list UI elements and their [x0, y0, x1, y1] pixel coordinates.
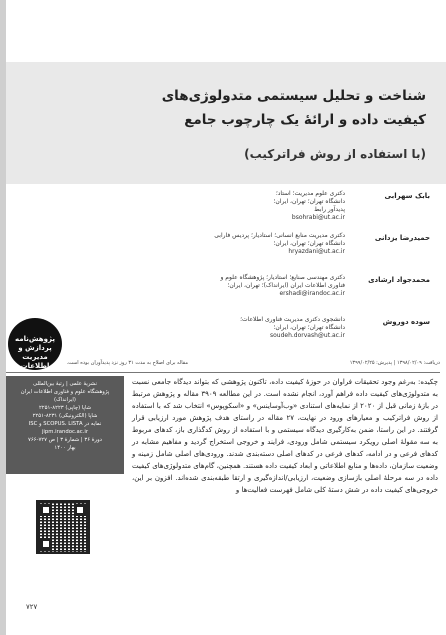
- author-email[interactable]: hryazdani@ut.ac.ir: [288, 248, 345, 255]
- author-entry: [10, 274, 430, 312]
- page-number: ۷۲۷: [26, 603, 38, 611]
- author-affiliation: [85, 316, 345, 340]
- affiliation-line: دانشگاه تهران؛ تهران، ایران؛: [273, 198, 345, 205]
- qr-corner: [40, 538, 52, 550]
- info-line: شاپا (الکترونیکی) ۸۲۳۱-۲۲۵۱: [32, 413, 98, 419]
- affiliation-line: پدیدآور رابط: [314, 206, 345, 213]
- author-name: سوده دوروش: [382, 318, 430, 326]
- info-line: شاپا (چاپی) ۸۲۲۳-۲۲۵۱: [38, 405, 92, 411]
- author-name: حمیدرضا یزدانی: [374, 234, 430, 242]
- author-email[interactable]: ershadi@irandoc.ac.ir: [279, 290, 345, 297]
- qr-corner: [40, 504, 52, 516]
- affiliation-line: دکتری مهندسی صنایع؛ استادیار؛ پژوهشگاه علوم و: [220, 274, 345, 281]
- author-affiliation: [85, 274, 345, 298]
- affiliation-line: دکتری مدیریت منابع انسانی؛ استادیار؛ پردیس فارابی: [214, 232, 345, 239]
- logo-text: پژوهش‌نامه پردازش و مدیریت اطلاعات: [15, 335, 55, 370]
- abstract: [132, 376, 438, 496]
- affiliation-line: دانشگاه تهران؛ تهران، ایران؛: [273, 324, 345, 331]
- article-title: [26, 84, 426, 132]
- article-subtitle: (با استفاده از روش فراترکیب): [244, 147, 426, 161]
- info-line: بهار ۱۴۰۰: [54, 445, 76, 451]
- author-name: بابک سهرابی: [384, 192, 430, 200]
- journal-info-box: [6, 376, 124, 474]
- affiliation-line: فناوری اطلاعات ایران (ایرانداک)؛ تهران، ایران؛: [227, 282, 345, 289]
- authors-list: [10, 190, 430, 358]
- abstract-text: چکیده: به‌رغم وجود تحقیقات فراوان در حوزهٔ کیفیت داده، تاکنون پژوهشی که بتواند دیدگاه جامعی نسبت به متدولوژی‌های کیفیت داده فراهم آورد، انجام نشده است. در این مطالعه ۳۹۰۹ مقاله و پژوهش مرتبط در بازهٔ زمانی قبل از ۲۰۲۰ از نمایه‌های استنادی «وب‌آوساینس» و «اسکوپوس» انتخاب شد که با استفاده از روش فراترکیب و معیارهای ورود در نهایت، ۲۷ مقاله در راستای هدف پژوهش مورد ارزیابی قرار گرفتند. در این راستا، ضمن به‌کارگیری دیدگاه سیستمی و با استفاده از روش کدگذاری باز، کدهای مربوط به سه مقولهٔ اصلی رویکرد سیستمی شامل ورودی، فرایند و خروجی استخراج گردید و مفاهیم مشابه در کدهای فرعی و در ادامه، کدهای فرعی در کدهای اصلی دسته‌بندی شدند. ورودی‌های اصلی شامل زمینه و وضعیت سازمان، داده‌ها و منابع اطلاعاتی و ابعاد کیفیت داده هستند. همچنین، گام‌های متدولوژی‌های کیفیت داده در سه مرحلهٔ اصلی بازسازی وضعیت، ارزیابی/اندازه‌گیری و ارتقا طبقه‌بندی شده‌اند. افزون بر این، خروجی‌های کیفیت داده در شش دستهٔ کلی شامل فهرست فعالیت‌ها و: [132, 378, 439, 494]
- divider: [6, 372, 440, 373]
- qr-code: [36, 500, 90, 554]
- info-line: پژوهشگاه علوم و فناوری اطلاعات ایران: [20, 389, 110, 395]
- author-entry: [10, 232, 430, 270]
- revision-notice: مقاله برای اصلاح به مدت ۳۱ روز نزد پدیدآوران بوده است.: [66, 360, 188, 366]
- qr-corner: [74, 504, 86, 516]
- dates-line: دریافت: ۱۳۹۸/۰۲/۰۹ | پذیرش: ۱۳۹۹/۰۲/۲۵: [349, 360, 440, 366]
- info-line: دورهٔ ۳۶ | شمارهٔ ۳ | ص ۷۲۷-۷۶۶: [27, 437, 103, 443]
- title-line-1: شناخت و تحلیل سیستمی متدولوژی‌های: [161, 88, 426, 104]
- author-entry: [10, 190, 430, 228]
- affiliation-line: دانشجوی دکتری مدیریت فناوری اطلاعات؛: [240, 316, 345, 323]
- author-email[interactable]: soudeh.dorvash@ut.ac.ir: [270, 332, 345, 339]
- title-line-2: کیفیت داده و ارائهٔ یک چارچوب جامع: [184, 112, 426, 128]
- author-email[interactable]: bsohrabi@ut.ac.ir: [291, 214, 345, 221]
- author-name: محمدجواد ارشادی: [368, 276, 430, 284]
- author-affiliation: [85, 232, 345, 256]
- title-box: [6, 62, 446, 184]
- info-line: نشریهٔ علمی | رتبهٔ بین‌المللی: [33, 381, 97, 387]
- info-line: نمایه در SCOPUS، LISTA و ISC: [28, 421, 102, 427]
- journal-website-link[interactable]: jipm.irandoc.ac.ir: [41, 429, 89, 435]
- info-line: (ایرانداک): [54, 397, 76, 403]
- affiliation-line: دکتری علوم مدیریت؛ استاد؛: [275, 190, 345, 197]
- affiliation-line: دانشگاه تهران؛ تهران، ایران؛: [273, 240, 345, 247]
- author-entry: [10, 316, 430, 354]
- author-affiliation: [85, 190, 345, 222]
